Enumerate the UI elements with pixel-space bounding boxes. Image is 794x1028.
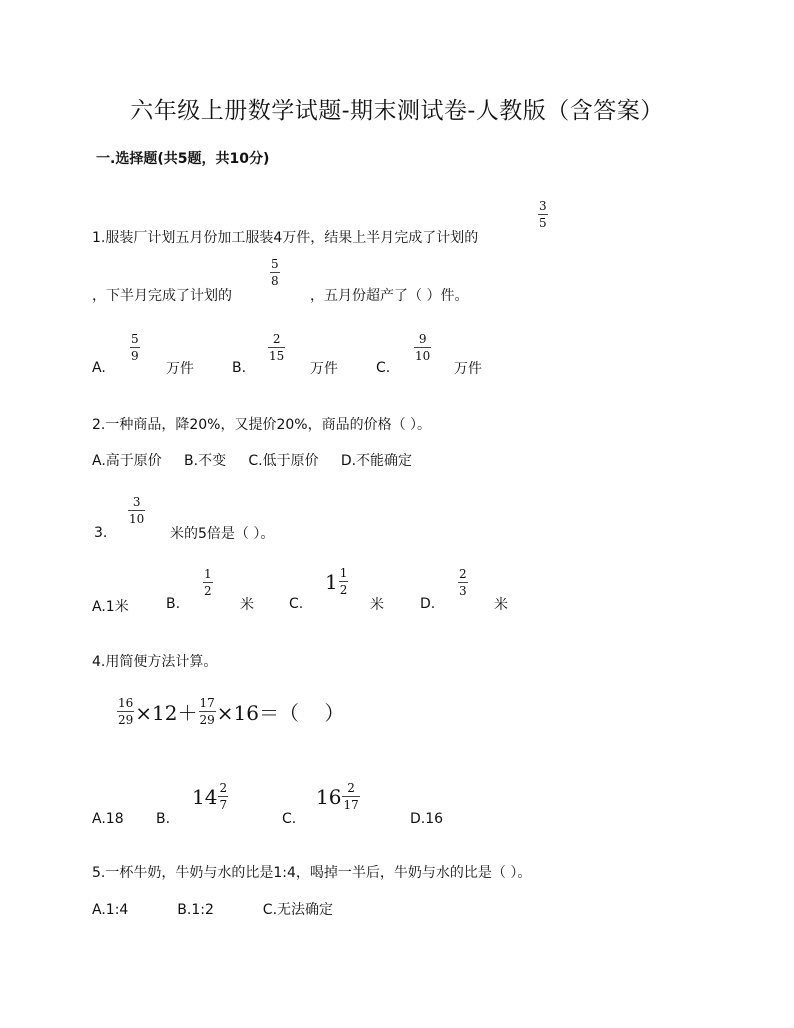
q3-option-b-label: B. (166, 596, 181, 612)
fraction-bar (130, 347, 140, 348)
q1-fraction-1 (538, 200, 548, 229)
q4-option-b-label: B. (156, 811, 171, 827)
fraction-bar (117, 711, 134, 712)
q4-expression-term-2: ×16＝（ ） (216, 701, 345, 725)
q3-option-d-fraction (458, 568, 468, 597)
q1-option-b-label: B. (232, 360, 247, 376)
numerator: 1 (204, 567, 212, 581)
fraction-bar (199, 711, 216, 712)
page-title: 六年级上册数学试题-期末测试卷-人教版（含答案） (130, 98, 664, 124)
q3-suffix: 米的5倍是（ ）。 (170, 526, 275, 542)
numerator: 5 (271, 257, 279, 271)
q1-line2b: ，五月份超产了（ ）件。 (310, 288, 469, 304)
denominator: 15 (269, 349, 285, 363)
denominator: 2 (204, 584, 212, 598)
q1-option-c-label: C. (376, 360, 391, 376)
q3-option-d-label: D. (420, 596, 436, 612)
fraction-part (339, 567, 349, 596)
q3-option-c-mixed-number (325, 567, 348, 596)
fraction-bar (128, 510, 145, 511)
q1-option-a-unit: 万件 (166, 361, 194, 377)
q4-option-d: D.16 (410, 811, 444, 827)
fraction-bar (203, 582, 213, 583)
whole-part: 1 (325, 569, 338, 594)
numerator: 3 (132, 495, 141, 509)
q3-option-d-unit: 米 (494, 597, 508, 613)
numerator: 5 (131, 332, 139, 346)
numerator: 1 (339, 566, 348, 580)
denominator: 10 (415, 349, 431, 363)
q3-option-a: A.1米 (92, 599, 129, 615)
fraction-bar (458, 582, 468, 583)
fraction-bar (270, 272, 280, 273)
section-heading: 一.选择题(共5题，共10分) (96, 151, 270, 167)
q4-option-b-mixed-number (192, 782, 228, 811)
denominator: 10 (129, 512, 145, 526)
q3-option-c-label: C. (289, 596, 304, 612)
denominator: 3 (459, 584, 467, 598)
denominator: 5 (539, 216, 547, 230)
fraction-bar (339, 581, 349, 582)
numerator: 17 (199, 696, 215, 710)
whole-part: 16 (316, 784, 342, 809)
fraction-bar (268, 347, 285, 348)
q4-option-c-label: C. (282, 811, 297, 827)
numerator: 3 (539, 199, 547, 213)
q1-option-b-fraction (268, 333, 285, 362)
fraction-bar (218, 796, 228, 797)
numerator: 2 (219, 781, 228, 795)
q5-options: A.1:4 B.1:2 C.无法确定 (92, 902, 334, 918)
fraction-bar (414, 347, 431, 348)
numerator: 16 (118, 696, 134, 710)
denominator: 2 (339, 583, 348, 597)
denominator: 29 (199, 713, 215, 727)
denominator: 29 (118, 713, 134, 727)
q3-option-b-unit: 米 (240, 597, 254, 613)
q1-option-c-fraction (414, 333, 431, 362)
q2-options: A.高于原价 B.不变 C.低于原价 D.不能确定 (92, 453, 413, 469)
q1-line1: 1.服装厂计划五月份加工服装4万件，结果上半月完成了计划的 (92, 230, 479, 246)
q5-stem: 5.一杯牛奶，牛奶与水的比是1:4，喝掉一半后，牛奶与水的比是（ ）。 (92, 865, 532, 881)
denominator: 7 (219, 798, 228, 812)
q1-line2a: ，下半月完成了计划的 (92, 288, 232, 304)
denominator: 8 (271, 274, 279, 288)
fraction-part (342, 782, 359, 811)
q1-option-c-unit: 万件 (454, 361, 482, 377)
q3-fraction (128, 496, 145, 525)
q4-expression-term-1: ×12＋ (135, 701, 198, 725)
q1-option-a-label: A. (92, 360, 106, 376)
q4-option-a: A.18 (92, 811, 124, 827)
q3-option-b-fraction (203, 568, 213, 597)
fraction-part (218, 782, 228, 811)
q4-stem: 4.用简便方法计算。 (92, 654, 218, 670)
q1-fraction-2 (270, 258, 280, 287)
numerator: 2 (459, 567, 467, 581)
q1-option-a-fraction (130, 333, 140, 362)
q3-prefix: 3. (94, 525, 108, 541)
fraction-bar (538, 214, 548, 215)
fraction-bar (342, 796, 359, 797)
whole-part: 14 (192, 784, 218, 809)
q4-fraction-2 (199, 697, 216, 726)
denominator: 17 (343, 798, 359, 812)
denominator: 9 (131, 349, 139, 363)
numerator: 2 (347, 781, 355, 795)
numerator: 2 (272, 332, 281, 346)
q2-stem: 2.一种商品，降20%，又提价20%，商品的价格（ ）。 (92, 417, 432, 433)
q4-fraction-1 (117, 697, 134, 726)
q4-expression (117, 697, 345, 726)
q1-option-b-unit: 万件 (310, 361, 338, 377)
q4-option-c-mixed-number (316, 782, 360, 811)
numerator: 9 (418, 332, 427, 346)
q3-option-c-unit: 米 (370, 597, 384, 613)
